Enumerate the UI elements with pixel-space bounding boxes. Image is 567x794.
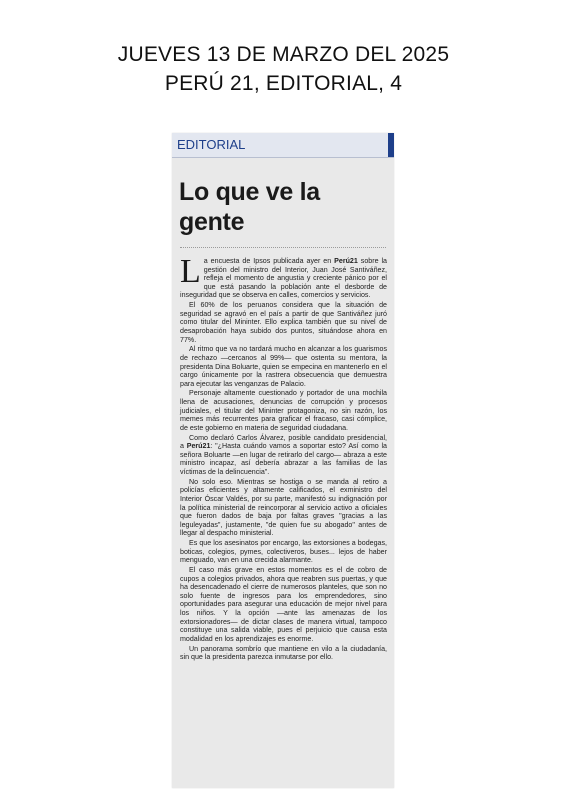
section-label: EDITORIAL [177,137,246,152]
paragraph-7: Es que los asesinatos por encargo, las extorsiones a bodegas, boticas, colegios, pymes, colectiveros, buses... lejos de haber menguado, van en una crecida alarmante. [180,539,387,565]
paragraph-9: Un panorama sombrío que mantiene en vilo a la ciudadanía, sin que la presidenta parezca inmutarse por ello. [180,644,387,662]
paragraph-1 [180,253,387,300]
p1-text-b: sobre la gestión del ministro del Interior, Juan José Santiváñez, refleja el momento de angustia y creciente pánico por el que está pasando la población ante el desborde de inseguridad que se observa en calles, comercios y servicios. [180,257,387,300]
headline-divider [180,247,386,248]
p5-text-a: Como declaró Carlos Álvarez, posible candidato presidencial, a [180,433,387,451]
source-line: PERÚ 21, EDITORIAL, 4 [164,72,403,95]
p1-source: Perú21 [334,257,358,265]
drop-cap: L [180,253,201,290]
paragraph-6: No solo eso. Mientras se hostiga o se manda al retiro a policías eficientes y altamente calificados, el exministro del Interior Óscar Valdés, por su parte, manifestó su indignación por la política ministerial de reincorporar al servicio activo a oficiales que fueron dados de baja por faltas graves "gracias a las leguleyadas", justamente, "de quien fue su abogado" antes de llegar al despacho ministerial. [180,477,387,538]
article-headline: Lo que ve la gente [179,178,320,236]
paragraph-4: Personaje altamente cuestionado y portador de una mochila llena de acusaciones, denuncias de corrupción y procesos judiciales, el titular del Mininter protagoniza, no sin razón, los memes más recurrentes para graficar el fracaso, casi cómplice, de este gobierno en materia de seguridad ciudadana. [180,389,387,432]
newspaper-clipping [172,133,394,788]
article-body [180,253,387,663]
p1-text-a: a encuesta de Ipsos publicada ayer en [203,257,335,265]
paragraph-5 [180,434,387,477]
paragraph-2: El 60% de los peruanos considera que la situación de seguridad se agravó en el país a partir de que Santiváñez juró como titular del Mininter. Ello explica también que su nivel de desaprobación haya subido dos puntos, situándose ahora en 77%. [180,301,387,344]
paragraph-3: Al ritmo que va no tardará mucho en alcanzar a los guarismos de rechazo —cercanos al 99%— que ostenta su mentora, la presidenta Dina Boluarte, quien se empecina en mantenerlo en el cargo únicamente por la rastrera obsecuencia que demuestra para ejecutar las venganzas de Palacio. [180,345,387,388]
p5-source: Perú21 [186,442,211,451]
p5-text-b: : "¿Hasta cuándo vamos a soportar esto? Así como la señora Boluarte —en lugar de retirarlo del cargo— abraza a este ministro incapaz, así debería abrazar a las familias de las víctimas de la delincuencia". [180,442,387,476]
publication-header [0,40,567,98]
date-line: JUEVES 13 DE MARZO DEL 2025 [117,43,450,66]
paragraph-8: El caso más grave en estos momentos es el de cobro de cupos a colegios privados, ahora que reabren sus puertas, y que ha desencadenado el cierre de numerosos planteles, que son no solo fuente de ingresos para los emprendedores, sino oportunidades para asegurar una educación de mejor nivel para los niños. Y la opción —ante las amenazas de los extorsionadores— de dictar clases de manera virtual, tampoco constituye una salida viable, pues el perjuicio que causa esta modalidad en los aprendizajes es enorme. [180,566,387,643]
section-accent [388,133,394,157]
section-bar [172,133,394,158]
